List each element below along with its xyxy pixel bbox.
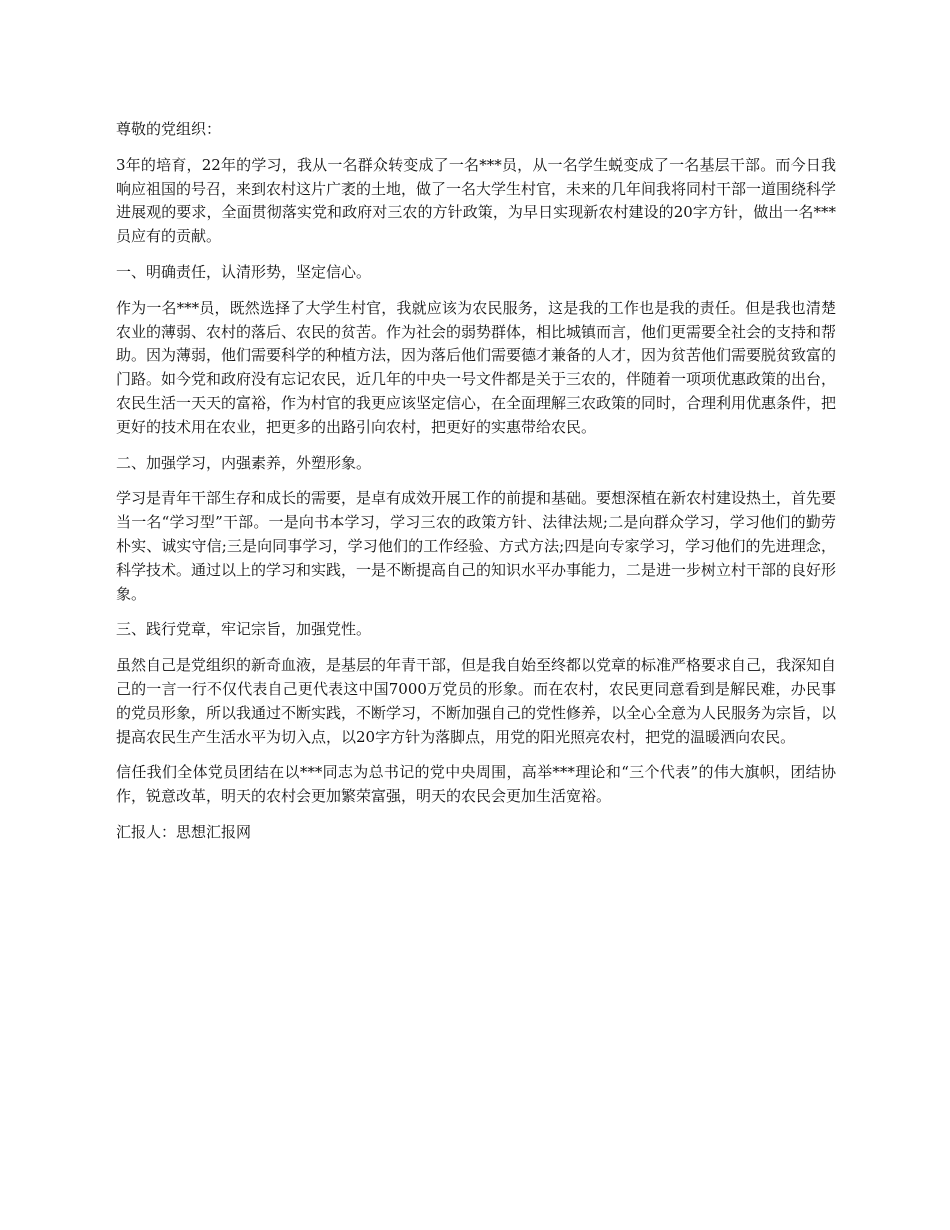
paragraph-conclusion: 信任我们全体党员团结在以***同志为总书记的党中央周围，高举***理论和“三个代表”的伟大旗帜，团结协作，锐意改革，明天的农村会更加繁荣富强，明天的农民会更加生活宽裕。 xyxy=(116,763,836,806)
salutation: 尊敬的党组织： xyxy=(116,120,222,138)
section-heading-3: 三、践行党章，牢记宗旨，加强党性。 xyxy=(116,620,372,639)
paragraph-section-2: 学习是青年干部生存和成长的需要，是卓有成效开展工作的前提和基础。要想深植在新农村建设热土，首先要当一名“学习型”干部。一是向书本学习，学习三农的政策方针、法律法规;二是向群众学习，学习他们的勤劳朴实、诚实守信;三是向同事学习，学习他们的工作经验、方式方法;四是向专家学习，学习他们的先进理念，科学技术。通过以上的学习和实践，一是不断提高自己的知识水平办事能力，二是进一步树立村干部的良好形象。 xyxy=(116,489,837,603)
paragraph-intro: 3年的培育，22年的学习，我从一名群众转变成了一名***员，从一名学生蜕变成了一名基层干部。而今日我响应祖国的号召，来到农村这片广袤的土地，做了一名大学生村官，未来的几年间我将同村干部一道围绕科学进展观的要求，全面贯彻落实党和政府对三农的方针政策，为早日实现新农村建设的20字方针，做出一名***员应有的贡献。 xyxy=(116,155,837,246)
document-page xyxy=(116,118,836,857)
paragraph-section-1: 作为一名***员，既然选择了大学生村官，我就应该为农民服务，这是我的工作也是我的责任。但是我也清楚农业的薄弱、农村的落后、农民的贫苦。作为社会的弱势群体，相比城镇而言，他们更需要全社会的支持和帮助。因为薄弱，他们需要科学的种植方法，因为落后他们需要德才兼备的人才，因为贫苦他们需要脱贫致富的门路。如今党和政府没有忘记农民，近几年的中央一号文件都是关于三农的，伴随着一项项优惠政策的出台，农民生活一天天的富裕，作为村官的我更应该坚定信心，在全面理解三农政策的同时，合理利用优惠条件，把更好的技术用在农业，把更多的出路引向农村，把更好的实惠带给农民。 xyxy=(116,298,837,436)
section-heading-2: 二、加强学习，内强素养，外塑形象。 xyxy=(116,453,372,472)
signature: 汇报人：思想汇报网 xyxy=(116,822,252,841)
paragraph-section-3: 虽然自己是党组织的新奇血液，是基层的年青干部，但是我自始至终都以党章的标准严格要求自己，我深知自己的一言一行不仅代表自己更代表这中国7000万党员的形象。而在农村，农民更同意看到是解民难，办民事的党员形象，所以我通过不断实践，不断学习，不断加强自己的党性修养，以全心全意为人民服务为宗旨，以提高农民生产生活水平为切入点，以20字方针为落脚点，用党的阳光照亮农村，把党的温暖洒向农民。 xyxy=(116,656,837,746)
section-heading-1: 一、明确责任，认清形势，坚定信心。 xyxy=(116,262,372,281)
